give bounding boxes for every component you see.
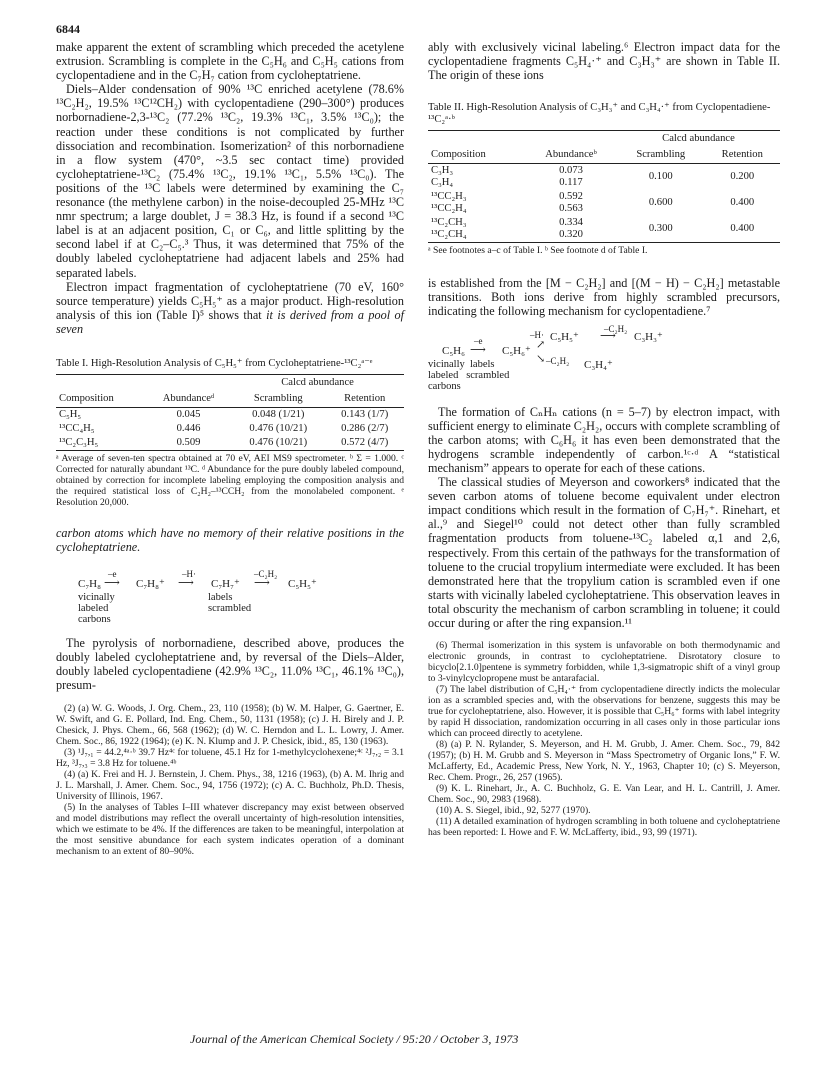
- table2-calcd-header: Calcd abundance: [617, 131, 780, 148]
- left-paragraph-3-lead: Electron impact fragmentation of cycloheptatriene (70 eV, 160° source temperature) yields C₅H₅⁺ as a major product. High-resolution analysis of this ion (Table I)⁵ shows that: [56, 279, 404, 322]
- table-row: [56, 436, 404, 451]
- left-references: [56, 703, 404, 857]
- table-cell: ¹³C₂C₃H₅: [56, 436, 146, 451]
- table1: [56, 374, 404, 451]
- left-paragraph-5: The pyrolysis of norbornadiene, described above, produces the doubly labeled cycloheptatriene and, by reversal of the Diels–Alder, doubly labeled cyclopentadiene (42.9% ¹³C₂, 11.0% ¹³C₁, 46.1% ¹³C₀), presum-: [56, 636, 404, 693]
- table-cell: 0.400: [730, 197, 755, 209]
- scheme2-arrow-down-label: –C₂H₂: [546, 355, 570, 366]
- table1-header: Scrambling: [231, 391, 325, 408]
- scheme2: [428, 323, 780, 395]
- scheme2-arrow-up2: ⟶: [600, 329, 616, 342]
- reference: (7) The label distribution of C₅H₄·⁺ from cyclopentadiene directly indicts the molecular ion as a scrambled species and, with the observations for benzene, suggests this may be true for cycloheptatriene, also. However, it is possible that C₅H₆⁺ forms with label integrity by rapid H dissociation, randomization occurring in all cases only in those particular ions which can proceed directly to acetylene.: [428, 684, 780, 740]
- left-paragraph-1: make apparent the extent of scrambling which preceded the acetylene extrusion. Scrambling is complete in the C₅H₆ and C₅H₅ cations from cyclopentadiene and in the C₇H₇ cation from cycloheptatriene.: [56, 40, 404, 83]
- table-cell: 0.334 0.320: [525, 216, 617, 243]
- table-cell: 0.143 (1/7): [341, 408, 389, 420]
- scheme2-arrow-up: ↗: [536, 338, 546, 351]
- table-cell: ¹³CC₄H₅: [59, 422, 95, 434]
- table-cell: ¹³CC₂H₃ ¹³CC₂H₄: [431, 191, 467, 215]
- table-cell: 0.045: [176, 408, 201, 420]
- scheme2-arrow-up-label: –H·: [530, 329, 544, 340]
- scheme1-arrow3: ⟶: [254, 577, 270, 590]
- reference: (9) K. L. Rinehart, Jr., A. C. Buchholz, G. E. Van Lear, and H. L. Cantrill, J. Amer. Chem. Soc., 90, 2983 (1968).: [428, 783, 780, 806]
- reference: (2) (a) W. G. Woods, J. Org. Chem., 23, 110 (1958); (b) W. M. Halper, G. Gaertner, E. W. Swift, and G. E. Pollard, Ind. Eng. Chem., 50, 1131 (1958); (c) J. H. Birely and J. P. Chesick, J. Phys. Chem., 66, 568 (1962); (d) W. C. Herndon and L. L. Lowry, J. Amer. Chem. Soc., 86, 1922 (1964); (e) K. N. Klump and J. P. Chesick, ibid., 85, 130 (1963).: [56, 702, 404, 747]
- scheme1-label-left: vicinally labeled carbons: [78, 592, 115, 626]
- left-column: [56, 40, 404, 857]
- table-cell: 0.446: [176, 422, 201, 434]
- table-cell: 0.509: [146, 436, 231, 451]
- reference: (11) A detailed examination of hydrogen scrambling in both toluene and cycloheptatriene has been reported: I. Howe and F. W. McLafferty, ibid., 93, 99 (1971).: [428, 816, 780, 839]
- scheme1-label-right: labels scrambled: [208, 592, 252, 615]
- table-cell: 0.592 0.563: [559, 191, 583, 215]
- table-cell: 0.286 (2/7): [341, 422, 389, 434]
- table-cell: 0.300: [617, 216, 705, 243]
- scheme2-arrow-up2-label: –C₂H₂: [604, 323, 628, 334]
- right-paragraph-1: ably with exclusively vicinal labeling.⁶ Electron impact data for the cyclopentadiene fragments C₅H₄·⁺ and C₃H₃⁺ are shown in Table II. The origin of these ions: [428, 40, 780, 83]
- scheme1-arrow1: ⟶: [104, 577, 120, 590]
- table-row: [428, 190, 780, 216]
- scheme2-up-product: C₃H₃⁺: [634, 330, 663, 343]
- right-references: [428, 640, 780, 838]
- scheme2-arrow1-label: –e: [474, 335, 483, 346]
- scheme2-labels: vicinally labels labeled scrambled carbons: [428, 358, 510, 392]
- table-cell: ¹³C₂CH₃ ¹³C₂CH₄: [428, 216, 525, 243]
- scheme1-arrow2-label: –H·: [182, 569, 196, 580]
- reference: (6) Thermal isomerization in this system is unfavorable on both thermodynamic and electronic grounds, in contrast to cycloheptatriene. Disrotatory closure to bicyclo[2.1.0]pentene is symmetry forbidden, while 1,3-sigmatropic shift of a vinyl group to 3-vinylcyclopropene must be antarafacial.: [428, 640, 780, 685]
- scheme2-intermediate1: C₅H₆⁺: [502, 344, 531, 357]
- table2-header: Retention: [705, 147, 780, 164]
- table-cell: 0.073 0.117: [559, 165, 583, 189]
- table-cell: 0.476 (10/21): [249, 422, 308, 434]
- scheme1-start: C₇H₈: [78, 578, 101, 591]
- table-row: [56, 422, 404, 436]
- scheme1-intermediate2: C₇H₇⁺: [211, 578, 240, 591]
- table1-header: Composition: [56, 391, 146, 408]
- table-cell: 0.572 (4/7): [325, 436, 404, 451]
- right-paragraph-3: The formation of CₙHₙ cations (n = 5–7) by electron impact, with sufficient energy to eliminate C₂H₂, occurs with complete scrambling of the carbon atoms; with C₆H₆ it has even been demonstrated that the hydrogens scramble independently of carbon.¹ᶜ·ᵈ A “statistical mechanism” appears to operate for each of these cations.: [428, 404, 780, 475]
- table1-footnotes: ᵃ Average of seven-ten spectra obtained at 70 eV, AEI MS9 spectrometer. ᵇ Σ = 1.000. ᶜ Corrected for naturally abundant ¹³C. ᵈ Abundance for the pure doubly labeled compound, obtained by correction for incomplete labeling employing the composition analysis and the required statistical loss of C₂H₂–¹³CCH₂ from the monolabeled component. ᵉ Resolution 20,000.: [56, 452, 404, 508]
- scheme2-arrow1: ⟶: [470, 343, 486, 356]
- table-row: [56, 407, 404, 422]
- right-paragraph-4: The classical studies of Meyerson and coworkers⁸ indicated that the seven carbon atoms of toluene become equivalent under electron impact conditions which result in the formation of C₇H₇⁺. Rinehart, et al.,⁹ and Siegel¹⁰ could not detect other than fully scrambled fragmentation products from toluene-¹³C₂ labeled α,1 and 2,6, respectively. From this certain of the pathways for the transformation of toluene to the crucial tropylium intermediate were excluded. It has been demonstrated here that the tropylium cation is scrambled even if one starts with vicinally labeled cycloheptatriene. This observation leaves in total obscurity the mechanism of carbon scrambling in toluene; it could occur during or after the ring expansion.¹¹: [428, 475, 780, 630]
- scheme2-down-product: C₃H₄⁺: [584, 358, 613, 371]
- right-column: [428, 40, 780, 838]
- table-cell: 0.200: [730, 171, 755, 183]
- table2-header: Scrambling: [617, 147, 705, 164]
- scheme1-arrow2: ⟶: [178, 577, 194, 590]
- table-cell: 0.600: [648, 197, 673, 209]
- left-paragraph-3-emphasis: it is derived from a pool of seven: [56, 307, 404, 336]
- scheme1-arrow3-label: –C₂H₂: [254, 569, 278, 580]
- page-number: 6844: [56, 22, 80, 36]
- table2-caption: Table II. High-Resolution Analysis of C₃H₃⁺ and C₃H₄·⁺ from Cyclopentadiene-¹³C₂ᵃ·ᵇ: [428, 102, 771, 126]
- journal-footer: Journal of the American Chemical Society / 95:20 / October 3, 1973: [190, 1032, 519, 1046]
- scheme1-product: C₅H₅⁺: [288, 578, 317, 591]
- left-paragraph-4: carbon atoms which have no memory of their relative positions in the cycloheptatriene.: [56, 525, 404, 555]
- right-paragraph-2: is established from the [M − C₂H₂] and [(M − H) − C₂H₂] metastable transitions. Both ions derive from highly scrambled precursors, indicating the following mechanism for cyclopentadiene.⁷: [428, 276, 780, 319]
- table1-header: Retention: [325, 391, 404, 408]
- scheme2-start: C₅H₆: [442, 344, 465, 357]
- table1-calcd-header: Calcd abundance: [231, 374, 404, 391]
- table-cell: 0.100: [648, 171, 673, 183]
- table2: [428, 130, 780, 243]
- reference: (5) In the analyses of Tables I–III whatever discrepancy may exist between observed and model distributions may reflect the overall uncertainty of high-resolution intensities, which we estimate to be 4%. If the differences are taken to be meaningful, interpolation at the most sensitive abundance for each system indicates operation of a dominant mechanism to an extent of 80–90%.: [56, 801, 404, 857]
- table-cell: 0.048 (1/21): [252, 408, 305, 420]
- scheme2-up-intermediate: C₅H₅⁺: [550, 330, 579, 343]
- scheme1-intermediate1: C₇H₈⁺: [136, 578, 165, 591]
- table1-caption: Table I. High-Resolution Analysis of C₅H₅⁺ from Cycloheptatriene-¹³C₂ᵃ⁻ᵉ: [56, 357, 373, 369]
- scheme1: [56, 564, 404, 626]
- left-paragraph-2: Diels–Alder condensation of 90% ¹³C enriched acetylene (78.6% ¹³C₂H₂, 19.5% ¹³C¹²CH₂) with cyclopentadiene (290–300°) produces norbornadiene-2,3-¹³C₂ (77.2% ¹³C₂, 19.3% ¹³C₁, 3.5% ¹³C₀); the reaction under these conditions is not complicated by further dissociation and recombination. Isomerization² of this norbornadiene in a flow system (470°, ~3.5 sec contact time) provided cycloheptatriene-¹³C₂ (75.4% ¹³C₂, 19.1% ¹³C₁, 5.5% ¹³C₀). The positions of the ¹³C labels were determined by examining the C₇ resonance (the methylene carbon) in the noise-decoupled 25-MHz ¹³C nmr spectrum; a large doublet, J = 38.3 Hz, is found if a second ¹³C label is at an adjacent position, C₁ or C₆, and little splitting by the second label if at C₂–C₅.³ Thus, it was determined that 75% of the doubly labeled cycloheptatriene had adjacent labels and 25% had separated labels.: [56, 82, 404, 280]
- table2-footnotes: ᵃ See footnotes a–c of Table I. ᵇ See footnote d of Table I.: [428, 245, 648, 257]
- reference: (8) (a) P. N. Rylander, S. Meyerson, and H. M. Grubb, J. Amer. Chem. Soc., 79, 842 (1957); (b) H. M. Grubb and S. Meyerson in “Mass Spectrometry of Organic Ions,” F. W. McLafferty, Ed., Academic Press, New York, N. Y., 1963, Chapter 10; (c) S. Meyerson, Rec. Chem. Progr., 26, 257 (1965).: [428, 739, 780, 784]
- left-paragraph-3: [56, 280, 404, 336]
- reference: (4) (a) K. Frei and H. J. Bernstein, J. Chem. Phys., 38, 1216 (1963), (b) A. M. Ihrig and J. L. Marshall, J. Amer. Chem. Soc., 94, 1756 (1972); (c) A. C. Buchholz, Ph.D. Thesis, University of Illinois, 1967.: [56, 768, 404, 802]
- table-cell: 0.476 (10/21): [231, 436, 325, 451]
- scheme1-arrow1-label: –e: [108, 569, 117, 580]
- table-cell: C₃H₃ C₃H₄: [431, 165, 454, 189]
- scheme2-arrow-down: ↘: [536, 352, 546, 365]
- table-cell: 0.400: [705, 216, 780, 243]
- reference: (3) ¹J₇,₁ = 44.2,⁴ᵃ·ᵇ 39.7 Hz⁴ᶜ for toluene, 45.1 Hz for 1-methylcyclohexene;⁴ᶜ ²J₇,₂ = 3.1 Hz, ³J₇,₃ = 3.8 Hz for toluene.⁴ᵇ: [56, 746, 404, 769]
- table2-header: Abundanceᵇ: [525, 147, 617, 164]
- table-cell: C₅H₅: [59, 408, 82, 420]
- table-row: [428, 216, 780, 243]
- table1-header: Abundanceᵈ: [146, 391, 231, 408]
- reference: (10) A. S. Siegel, ibid., 92, 5277 (1970).: [436, 805, 591, 817]
- table-row: [428, 164, 780, 191]
- table2-header: Composition: [428, 147, 525, 164]
